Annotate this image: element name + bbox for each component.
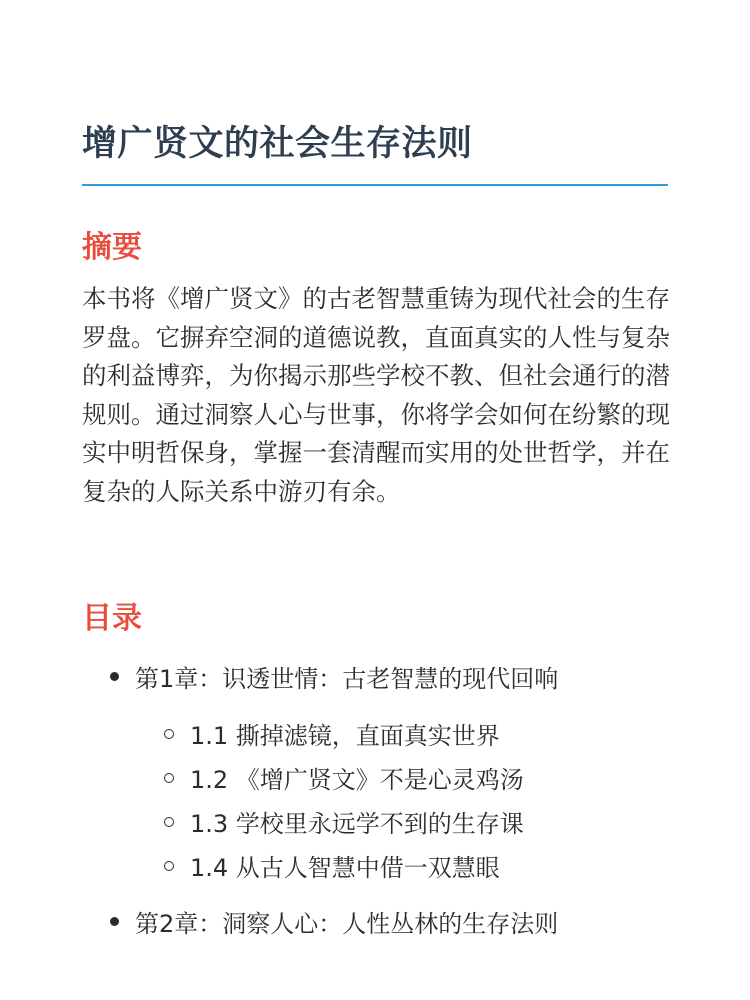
toc-chapter-label: 第2章：洞察人心：人性丛林的生存法则: [135, 910, 559, 938]
summary-heading: 摘要: [82, 230, 142, 265]
toc-section-1-3[interactable]: [82, 804, 524, 839]
toc-section-label: 1.4 从古人智慧中借一双慧眼: [190, 854, 500, 882]
toc-chapter-2[interactable]: [82, 904, 558, 939]
title-divider: [82, 184, 668, 186]
toc-section-label: 1.3 学校里永远学不到的生存课: [190, 810, 524, 838]
toc-section-label: 1.2 《增广贤文》不是心灵鸡汤: [190, 766, 524, 794]
toc-chapter-1[interactable]: [82, 659, 558, 694]
toc-chapter-label: 第1章：识透世情：古老智慧的现代回响: [135, 665, 559, 693]
circle-bullet-icon: [164, 773, 174, 783]
toc-section-1-2[interactable]: [82, 760, 524, 795]
circle-bullet-icon: [164, 861, 174, 871]
toc-heading: 目录: [82, 601, 142, 636]
toc-section-label: 1.1 撕掉滤镜，直面真实世界: [190, 722, 500, 750]
summary-text: 本书将《增广贤文》的古老智慧重铸为现代社会的生存罗盘。它摒弃空洞的道德说教，直面真实的人性与复杂的利益博弈，为你揭示那些学校不教、但社会通行的潜规则。通过洞察人心与世事，你将学会如何在纷繁的现实中明哲保身，掌握一套清醒而实用的处世哲学，并在复杂的人际关系中游刃有余。: [82, 284, 670, 506]
document-title: 增广贤文的社会生存法则: [82, 124, 473, 164]
toc-section-1-1[interactable]: [82, 716, 500, 751]
toc-section-1-4[interactable]: [82, 848, 500, 883]
circle-bullet-icon: [164, 817, 174, 827]
bullet-icon: [110, 672, 119, 681]
circle-bullet-icon: [164, 729, 174, 739]
bullet-icon: [110, 917, 119, 926]
